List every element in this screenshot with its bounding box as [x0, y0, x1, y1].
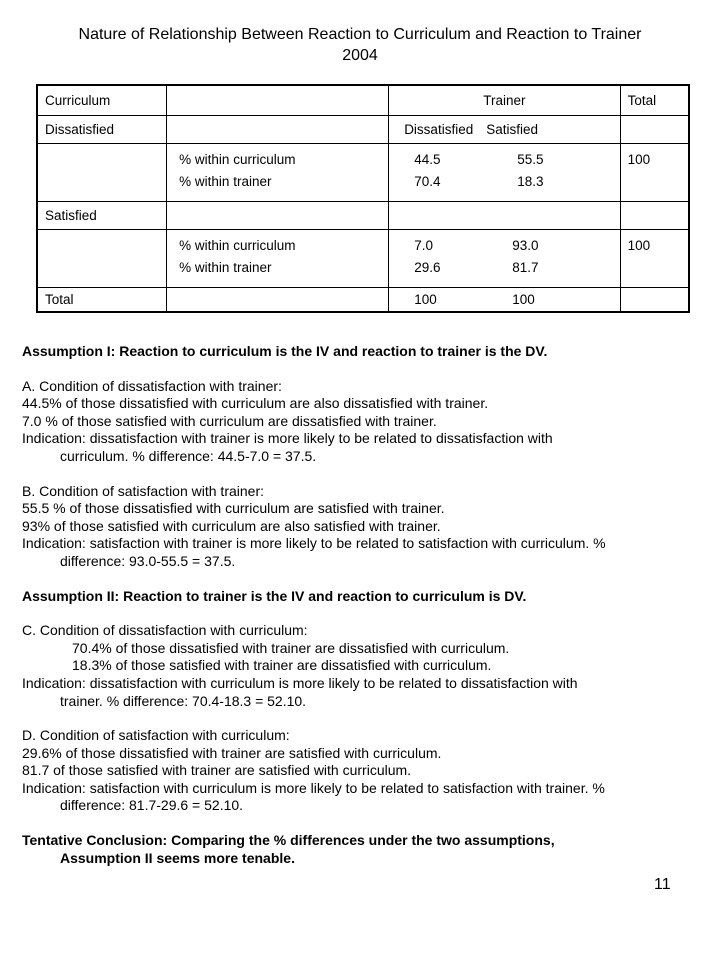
- paragraph-line: 93% of those satisfied with curriculum are also satisfied with trainer.: [22, 517, 441, 534]
- analysis-text: [22, 343, 702, 867]
- value: 100: [627, 152, 651, 167]
- conclusion-line: Assumption II seems more tenable.: [60, 849, 295, 866]
- empty-cell: [389, 202, 620, 230]
- table-header-row: [37, 85, 689, 116]
- value: 55.5: [517, 152, 544, 167]
- paragraph-line: 29.6% of those dissatisfied with trainer are satisfied with curriculum.: [22, 744, 442, 761]
- total-cell: [620, 144, 689, 202]
- empty-cell: [37, 230, 167, 288]
- total-cell: [620, 230, 689, 288]
- value: 81.7: [512, 260, 539, 275]
- stat-label: % within trainer: [179, 174, 272, 189]
- subheader-total-empty: [620, 116, 689, 144]
- section-d-heading: D. Condition of satisfaction with curriculum:: [22, 727, 290, 744]
- paragraph-line: curriculum. % difference: 44.5-7.0 = 37.5.: [60, 447, 317, 464]
- value: 100: [627, 238, 651, 253]
- assumption-2-heading: Assumption II: Reaction to trainer is the IV and reaction to curriculum is DV.: [22, 587, 527, 604]
- stat-labels: [167, 230, 389, 288]
- value: 7.0: [414, 238, 433, 253]
- paragraph-line: Indication: satisfaction with trainer is more likely to be related to satisfaction with curriculum. %: [22, 535, 606, 552]
- header-empty: [167, 85, 389, 116]
- paragraph-line: 70.4% of those dissatisfied with trainer are dissatisfied with curriculum.: [72, 639, 510, 656]
- header-curriculum: Curriculum: [37, 85, 167, 116]
- table-subheader-row: [37, 116, 689, 144]
- page-title: [20, 24, 700, 66]
- paragraph-line: 18.3% of those satisfied with trainer are dissatisfied with curriculum.: [72, 657, 492, 674]
- value: 93.0: [512, 238, 539, 253]
- paragraph-line: Indication: satisfaction with curriculum is more likely to be related to satisfaction with trainer. %: [22, 779, 605, 796]
- value-cell: [389, 288, 620, 313]
- row-label-dissatisfied: Dissatisfied: [37, 116, 167, 144]
- empty-cell: [167, 288, 389, 313]
- paragraph-line: 55.5 % of those dissatisfied with curriculum are satisfied with trainer.: [22, 500, 445, 517]
- paragraph-line: 7.0 % of those satisfied with curriculum are dissatisfied with trainer.: [22, 412, 437, 429]
- paragraph-line: 81.7 of those satisfied with trainer are satisfied with curriculum.: [22, 762, 412, 779]
- stat-label: % within trainer: [179, 260, 272, 275]
- paragraph-line: difference: 81.7-29.6 = 52.10.: [60, 797, 244, 814]
- section-c-heading: C. Condition of dissatisfaction with curriculum:: [22, 622, 308, 639]
- value: 100: [414, 292, 437, 307]
- table-row: [37, 230, 689, 288]
- assumption-1-heading: Assumption I: Reaction to curriculum is the IV and reaction to trainer is the DV.: [22, 343, 548, 359]
- header-trainer: Trainer: [389, 85, 620, 116]
- stat-label: % within curriculum: [179, 238, 296, 253]
- title-line-2: 2004: [342, 47, 378, 64]
- paragraph-line: Indication: dissatisfaction with curriculum is more likely to be related to dissatisfaction with: [22, 674, 578, 691]
- subheader-empty: [167, 116, 389, 144]
- header-total: Total: [620, 85, 689, 116]
- crosstab-table: [36, 84, 690, 313]
- value: 18.3: [517, 174, 544, 189]
- table-total-row: [37, 288, 689, 313]
- stat-label: % within curriculum: [179, 152, 296, 167]
- empty-cell: [167, 202, 389, 230]
- row-label-total: Total: [37, 288, 167, 313]
- value: 100: [512, 292, 535, 307]
- table-row: [37, 202, 689, 230]
- trainer-dissatisfied-label: Dissatisfied: [404, 122, 474, 137]
- empty-cell: [37, 144, 167, 202]
- value: 70.4: [414, 174, 441, 189]
- paragraph-line: 44.5% of those dissatisfied with curriculum are also dissatisfied with trainer.: [22, 395, 489, 412]
- paragraph-line: trainer. % difference: 70.4-18.3 = 52.10.: [60, 692, 307, 709]
- value: 29.6: [414, 260, 441, 275]
- value: 44.5: [414, 152, 441, 167]
- paragraph-line: Indication: dissatisfaction with trainer is more likely to be related to dissatisfaction with: [22, 430, 553, 447]
- trainer-category-cell: [389, 116, 620, 144]
- page-number: 11: [654, 876, 671, 893]
- conclusion-line: Tentative Conclusion: Comparing the % differences under the two assumptions,: [22, 832, 555, 849]
- trainer-satisfied-label: Satisfied: [486, 122, 538, 137]
- paragraph-line: difference: 93.0-55.5 = 37.5.: [60, 552, 236, 569]
- table-row: [37, 144, 689, 202]
- value-cell: [389, 230, 620, 288]
- section-a-heading: A. Condition of dissatisfaction with trainer:: [22, 377, 282, 394]
- value-cell: [389, 144, 620, 202]
- row-label-satisfied: Satisfied: [37, 202, 167, 230]
- title-line-1: Nature of Relationship Between Reaction to Curriculum and Reaction to Trainer: [78, 26, 642, 43]
- empty-cell: [620, 202, 689, 230]
- section-b-heading: B. Condition of satisfaction with trainer:: [22, 482, 265, 499]
- empty-cell: [620, 288, 689, 313]
- stat-labels: [167, 144, 389, 202]
